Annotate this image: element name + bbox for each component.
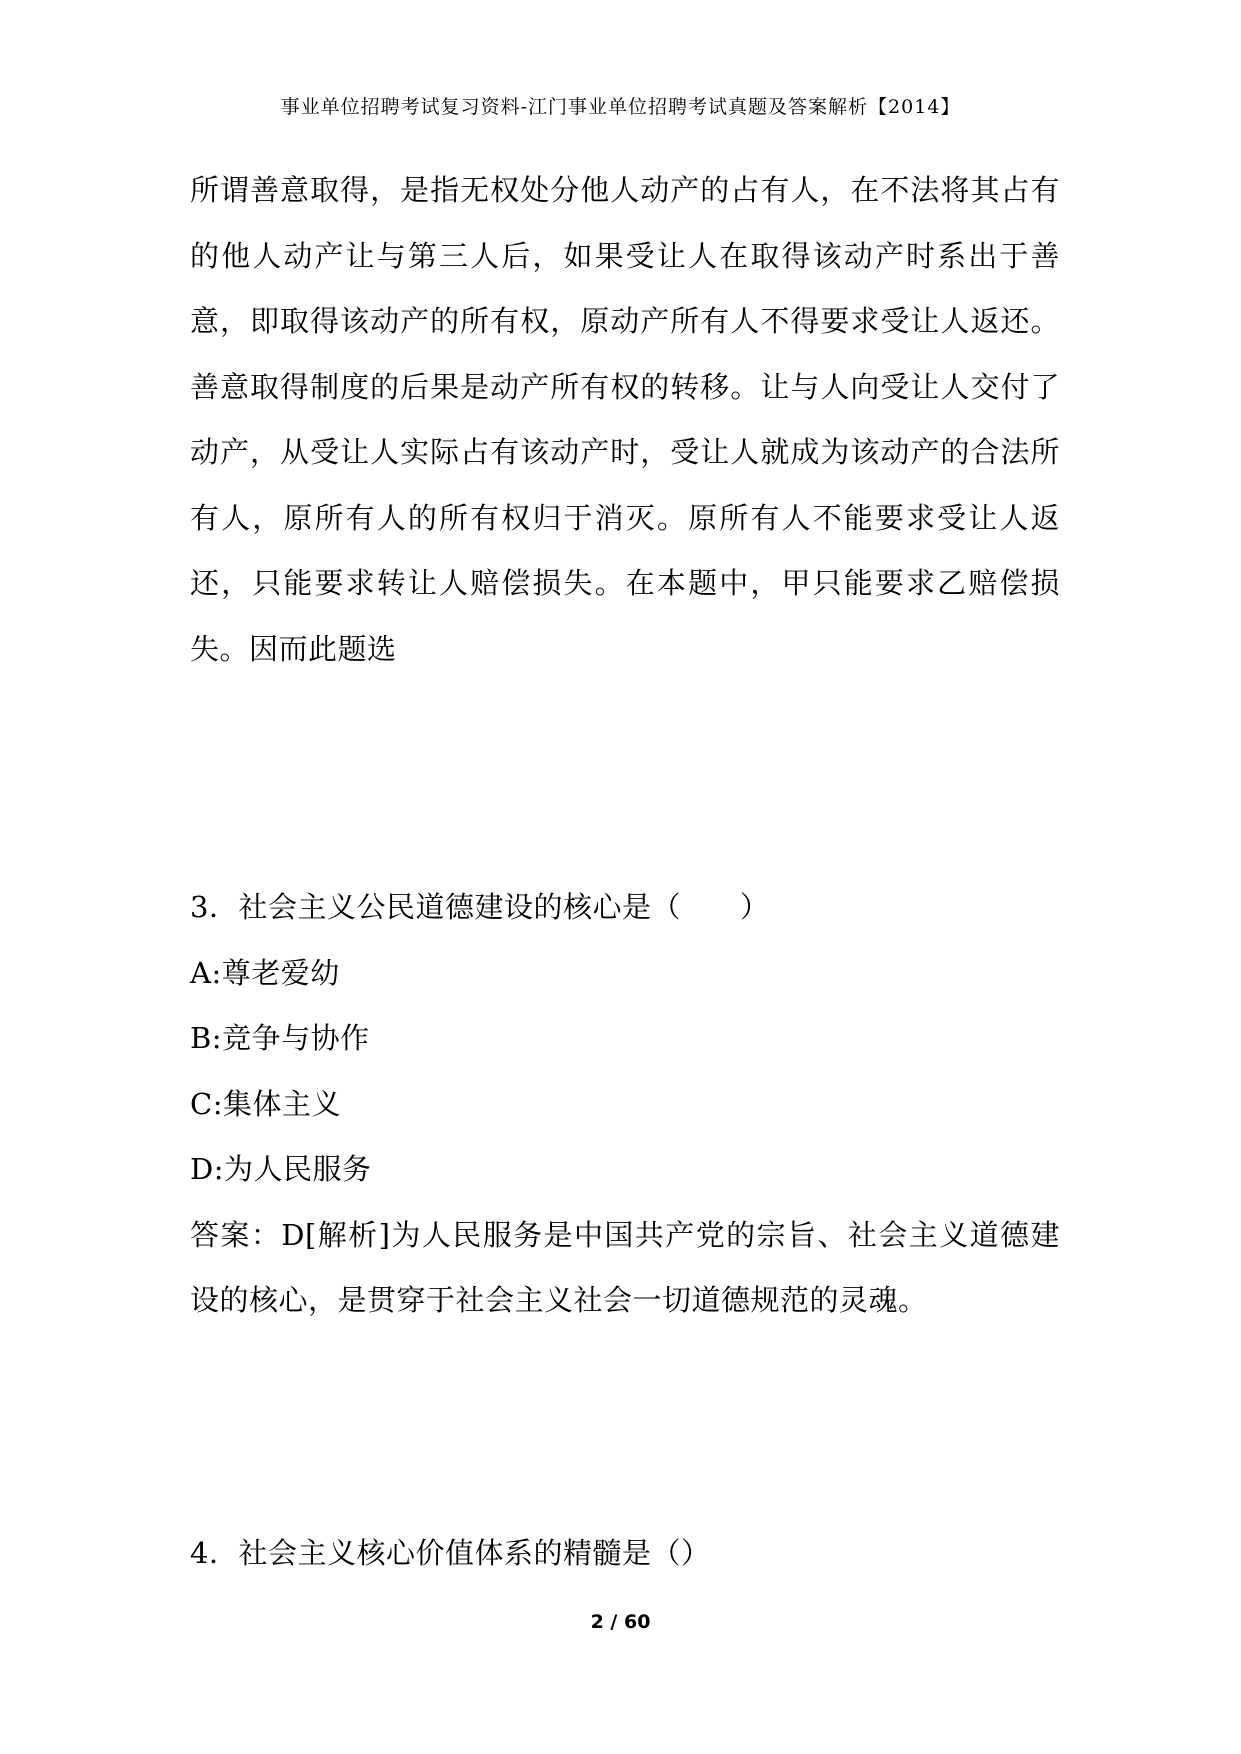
option-b: B:竞争与协作	[190, 1021, 370, 1055]
question-3	[190, 875, 1060, 1334]
option-d: D:为人民服务	[190, 1152, 372, 1186]
option-c: C:集体主义	[190, 1086, 341, 1121]
option-a: A:尊老爱幼	[190, 955, 340, 990]
question-stem: 3．社会主义公民道德建设的核心是（ ）	[190, 890, 770, 924]
explanation-section	[190, 158, 1060, 682]
answer-explanation: 答案：D[解析]为人民服务是中国共产党的宗旨、社会主义道德建设的核心，是贯穿于社会主义社会一切道德规范的灵魂。	[190, 1217, 1060, 1317]
question-stem: 4．社会主义核心价值体系的精髓是（）	[190, 1536, 711, 1570]
explanation-paragraph: 所谓善意取得，是指无权处分他人动产的占有人，在不法将其占有的他人动产让与第三人后，如果受让人在取得该动产时系出于善意，即取得该动产的所有权，原动产所有人不得要求受让人返还。善意取得制度的后果是动产所有权的转移。让与人向受让人交付了动产，从受让人实际占有该动产时，受让人就成为该动产的合法所有人，原所有人的所有权归于消灭。原所有人不能要求受让人返还，只能要求转让人赔偿损失。在本题中，甲只能要求乙赔偿损失。因而此题选	[190, 173, 1060, 666]
question-4	[190, 1521, 1060, 1587]
page-number: 2 / 60	[590, 1611, 651, 1633]
page-header: 事业单位招聘考试复习资料-江门事业单位招聘考试真题及答案解析【2014】	[280, 96, 961, 118]
